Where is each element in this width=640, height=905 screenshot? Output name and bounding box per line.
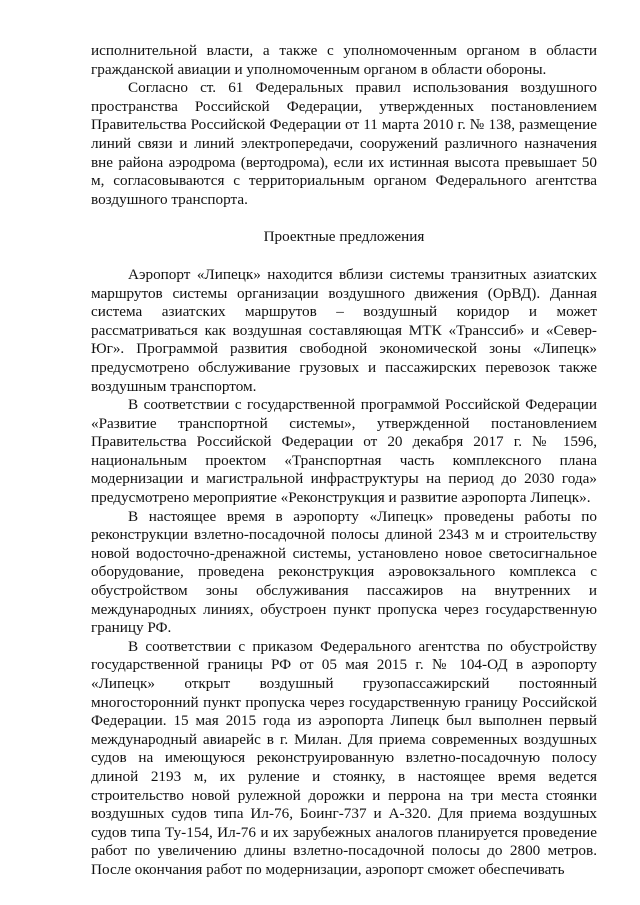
paragraph-article-61: Согласно ст. 61 Федеральных правил использования воздушного пространства Российской Федерации, утвержденных постановлением Правительства Российской Федерации от 11 марта 2010 г. № 138, размещение линий связи и линий электропередачи, сооружений различного назначения вне района аэродрома (вертодрома), если их истинная высота превышает 50 м, согласовываются с территориальным органом Федерального агентства воздушного транспорта. (91, 79, 597, 208)
paragraph-airport-routes: Аэропорт «Липецк» находится вблизи системы транзитных азиатских маршрутов системы организации воздушного движения (ОрВД). Данная система азиатских маршрутов – воздушный коридор и может рассматриваться как воздушная составляющая МТК «Транссиб» и «Север-Юг». Программой развития свободной экономической зоны «Липецк» предусмотрено обслуживание грузовых и пассажирских перевозок также воздушным транспортом. (91, 265, 597, 395)
paragraph-continuation: исполнительной власти, а также с уполномоченным органом в области гражданской авиации и уполномоченным органом в области обороны. (91, 42, 597, 78)
document-page (91, 42, 597, 880)
section-heading: Проектные предложения (263, 228, 425, 246)
paragraph-border-crossing: В соответствии с приказом Федерального агентства по обустройству государственной границы РФ от 05 мая 2015 г. № 104-ОД в аэропорту «Липецк» открыт воздушный грузопассажирский постоянный многосторонний пункт пропуска через государственную границу Российской Федерации. 15 мая 2015 года из аэропорта Липецк был выполнен первый международный авиарейс в г. Милан. Для приема современных воздушных судов на имеющуюся реконструированную взлетно-посадочную полосу длиной 2193 м, их руление и стоянку, в настоящее время ведется строительство новой рулежной дорожки и перрона на три места стоянки воздушных судов типа Ил-76, Боинг-737 и А-320. Для приема воздушных судов типа Ту-154, Ил-76 и их зарубежных аналогов планируется проведение работ по увеличению длины взлетно-посадочной полосы до 2800 метров. После окончания работ по модернизации, аэропорт сможет обеспечивать (91, 637, 597, 878)
paragraph-state-program: В соответствии с государственной программой Российской Федерации «Развитие транспортной системы», утвержденной постановлением Правительства Российской Федерации от 20 декабря 2017 г. № 1596, национальным проектом «Транспортная часть комплексного плана модернизации и магистральной инфраструктуры на период до 2030 года» предусмотрено мероприятие «Реконструкция и развитие аэропорта Липецк». (91, 396, 597, 507)
paragraph-reconstruction: В настоящее время в аэропорту «Липецк» проведены работы по реконструкции взлетно-посадочной полосы длиной 2343 м и строительству новой водосточно-дренажной системы, установлено новое светосигнальное оборудование, проведена реконструкция аэровокзального комплекса с обустройством зоны обслуживания пассажиров на внутренних и международных линиях, обустроен пункт пропуска через государственную границу РФ. (91, 507, 597, 637)
